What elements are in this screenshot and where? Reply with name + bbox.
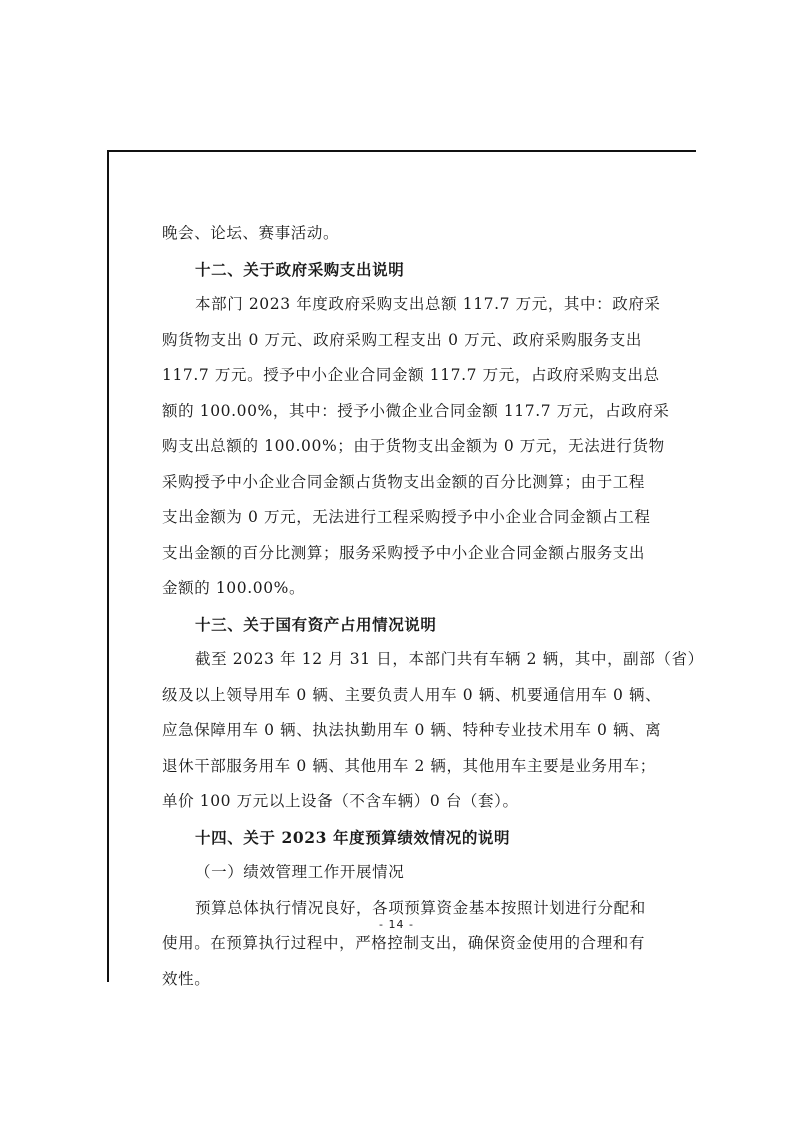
section-12-line: 购货物支出 0 万元、政府采购工程支出 0 万元、政府采购服务支出 [162, 330, 642, 349]
document-body [162, 216, 704, 997]
section-13-line: 退休干部服务用车 0 辆、其他用车 2 辆，其他用车主要是业务用车； [162, 756, 656, 775]
section-12-heading: 十二、关于政府采购支出说明 [195, 259, 405, 279]
section-12-line: 支出金额的百分比测算；服务采购授予中小企业合同金额占服务支出 [162, 543, 646, 562]
section-14-heading: 十四、关于 2023 年度预算绩效情况的说明 [195, 827, 511, 847]
section-12-line: 额的 100.00%，其中：授予小微企业合同金额 117.7 万元，占政府采 [162, 401, 670, 420]
section-12-line: 117.7 万元。授予中小企业合同金额 117.7 万元，占政府采购支出总 [162, 366, 660, 384]
section-13-heading: 十三、关于国有资产占用情况说明 [195, 614, 437, 634]
section-12-line: 支出金额为 0 万元，无法进行工程采购授予中小企业合同金额占工程 [162, 508, 651, 526]
section-14-line: 预算总体执行情况良好，各项预算资金基本按照计划进行分配和 [195, 898, 646, 917]
section-12-line: 购支出总额的 100.00%；由于货物支出金额为 0 万元，无法进行货物 [162, 437, 665, 455]
scan-border-left [107, 150, 109, 982]
section-13-line: 级及以上领导用车 0 辆、主要负责人用车 0 辆、机要通信用车 0 辆、 [162, 685, 662, 704]
section-14-subheading: （一）绩效管理工作开展情况 [195, 863, 405, 881]
page-number: - 14 - [379, 918, 414, 931]
continuation-text: 晚会、论坛、赛事活动。 [162, 224, 340, 242]
section-14-line: 使用。在预算执行过程中，严格控制支出，确保资金使用的合理和有 [162, 934, 646, 952]
section-13-line: 单价 100 万元以上设备（不含车辆）0 台（套）。 [162, 792, 519, 810]
section-12-line: 金额的 100.00%。 [162, 579, 306, 597]
scan-border-top [108, 150, 696, 152]
section-13-line: 截至 2023 年 12 月 31 日，本部门共有车辆 2 辆，其中，副部（省） [195, 650, 704, 668]
section-13-line: 应急保障用车 0 辆、执法执勤用车 0 辆、特种专业技术用车 0 辆、离 [162, 721, 662, 739]
section-12-line: 采购授予中小企业合同金额占货物支出金额的百分比测算；由于工程 [162, 472, 646, 491]
section-14-line: 效性。 [162, 969, 211, 988]
section-12-line: 本部门 2023 年度政府采购支出总额 117.7 万元，其中：政府采 [195, 295, 661, 313]
